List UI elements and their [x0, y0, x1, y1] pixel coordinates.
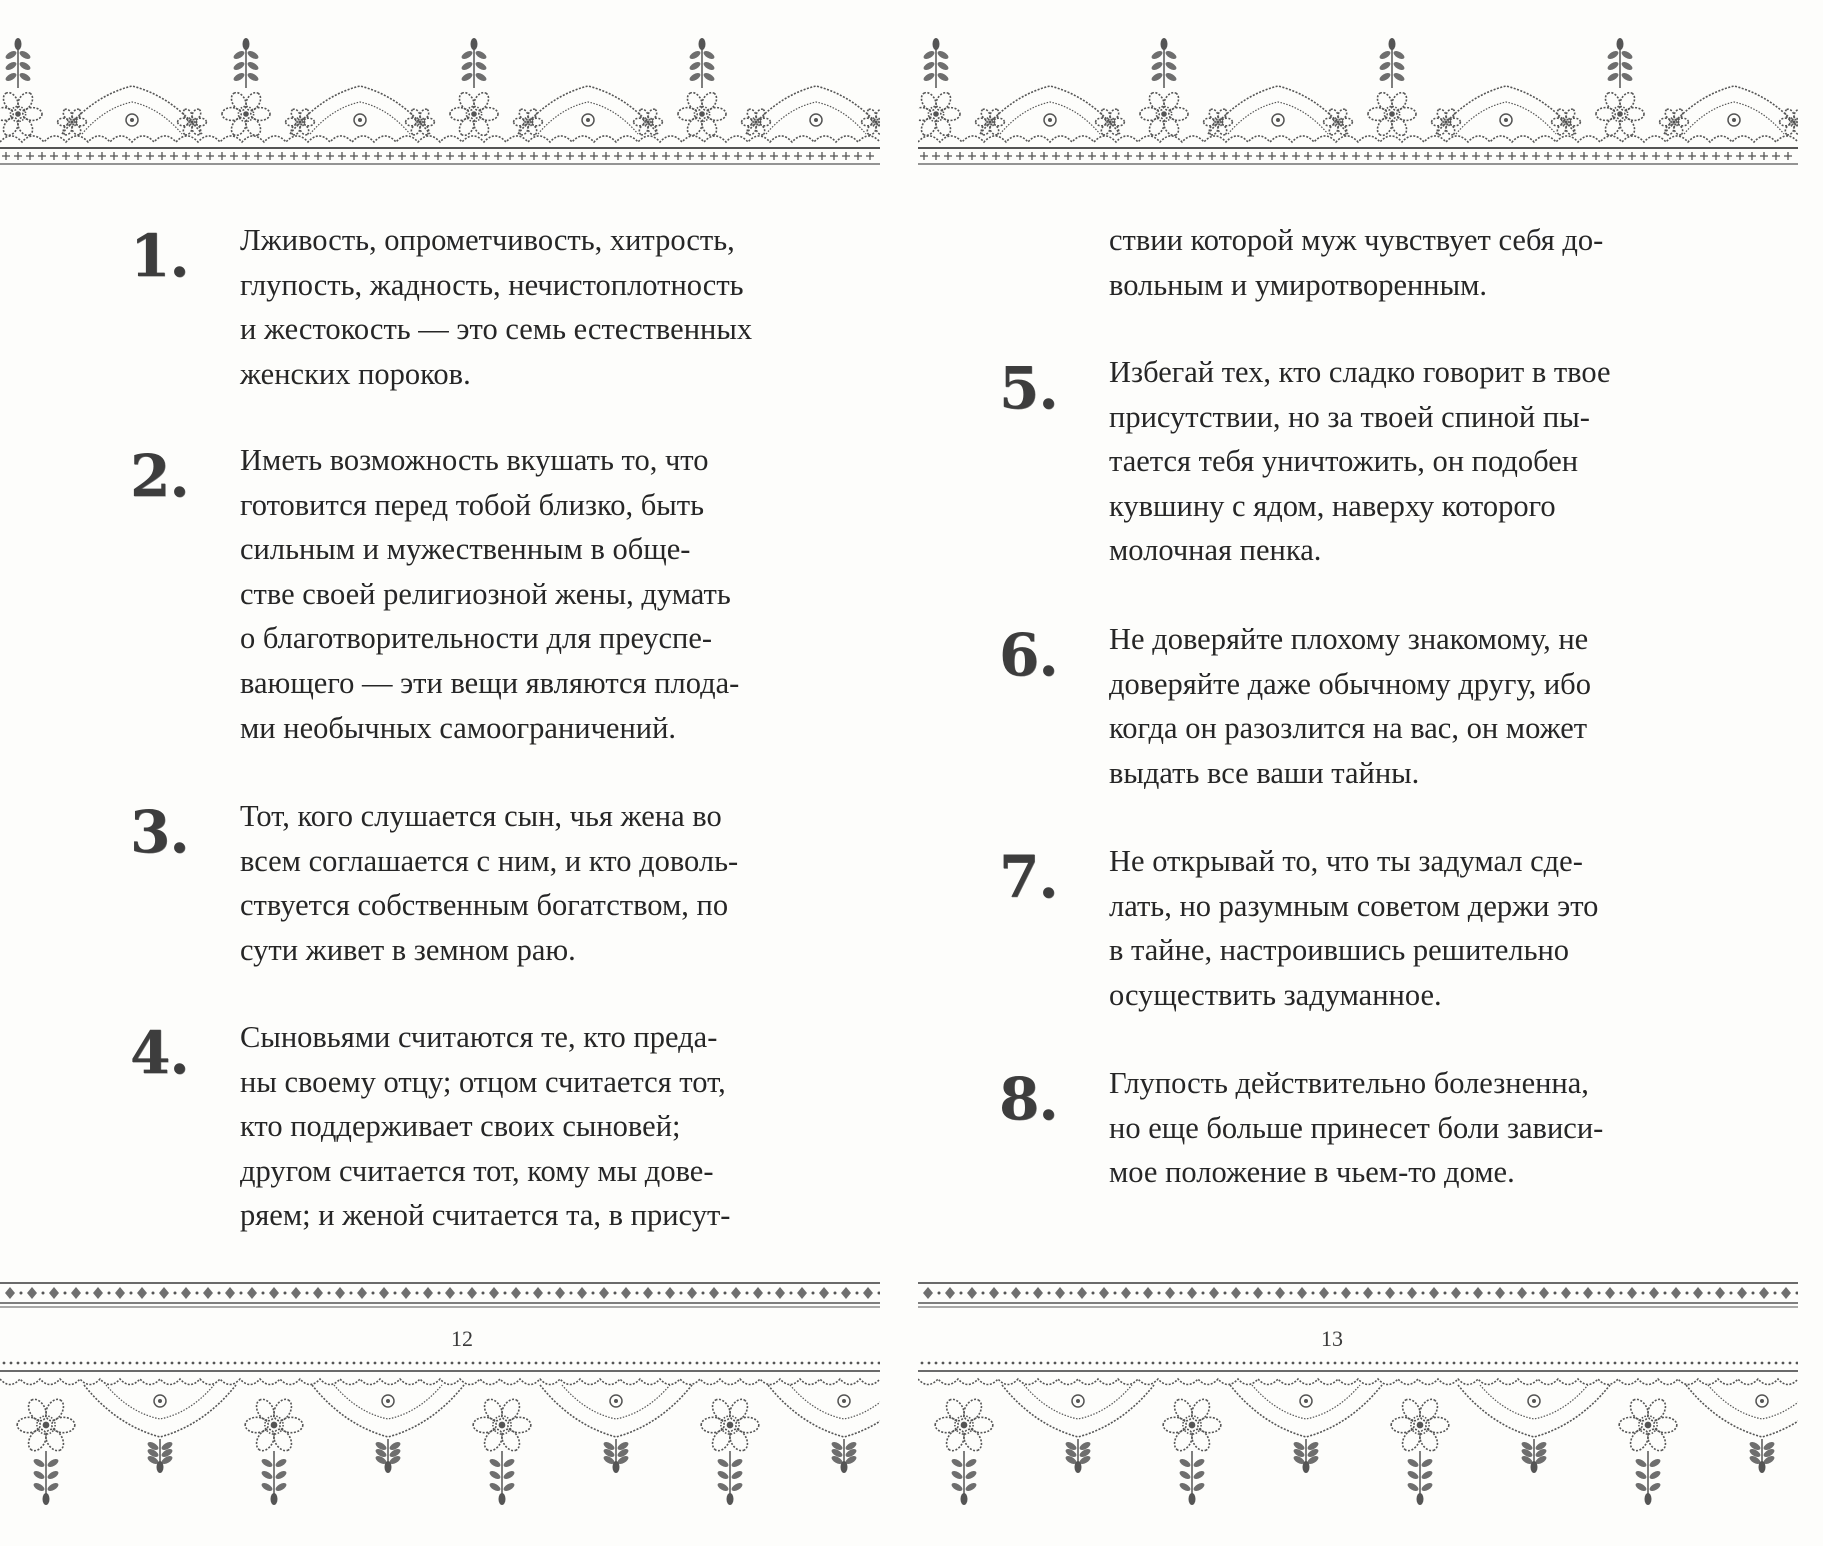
- entry-text: Избегай тех, кто сладко говорит в твое присутствии, но за твоей спиной пы- тается тебя уничтожить, он подобен кувшину с ядом, наверху которого молочная пенка.: [1109, 355, 1611, 568]
- entry-number: 2.: [130, 442, 189, 510]
- lace-motif: [0, 38, 880, 164]
- entry-text: Тот, кого слушается сын, чья жена во всем соглашается с ним, и кто доволь- ствуется собственным богатством, по сути живет в земном раю.: [240, 799, 739, 967]
- entry-text: ствии которой муж чувствует себя до- вольным и умиротворенным.: [1109, 223, 1604, 302]
- lace-motif: [0, 1283, 880, 1505]
- entry-number: 3.: [130, 798, 189, 866]
- bottom-lace-border-icon: [0, 1275, 880, 1515]
- entry-text: Сыновьями считаются те, кто преда- ны своему отцу; отцом считается тот, кто поддерживает своих сыновей; другом считается тот, кому мы дове- ряем; и женой считается та, в присут-: [240, 1020, 731, 1233]
- page-number: 13: [1321, 1326, 1343, 1351]
- right-page: [918, 0, 1798, 1546]
- entry-text: Иметь возможность вкушать то, что готовится перед тобой близко, быть сильным и мужественным в обще- стве своей религиозной жены, думать о благотворительности для преуспе- вающего — эти вещи являются плода- ми необычных самоограничений.: [240, 443, 740, 745]
- entry-text: Лживость, опрометчивость, хитрость, глупость, жадность, нечистоплотность и жестокость — это семь естественных женских пороков.: [240, 223, 753, 391]
- entry-number: 7.: [999, 843, 1058, 911]
- entry-text: Глупость действительно болезненна, но еще больше принесет боли зависи- мое положение в чьем-то доме.: [1109, 1066, 1604, 1190]
- top-lace-border-icon: [918, 30, 1798, 190]
- entry-number: 5.: [999, 354, 1058, 422]
- bottom-lace-border-icon: [918, 1275, 1798, 1515]
- page-number: 12: [451, 1326, 473, 1351]
- entry-number: 4.: [130, 1019, 189, 1087]
- top-lace-border-icon: [0, 30, 880, 190]
- left-page: [0, 0, 880, 1546]
- entry-text: Не доверяйте плохому знакомому, не доверяйте даже обычному другу, ибо когда он разозлится на вас, он может выдать все ваши тайны.: [1109, 622, 1591, 790]
- lace-motif: [918, 38, 1798, 164]
- entry-number: 8.: [999, 1065, 1058, 1133]
- entry-text: Не открывай то, что ты задумал сде- лать, но разумным советом держи это в тайне, настроившись решительно осуществить задуманное.: [1109, 844, 1599, 1012]
- lace-motif: [918, 1283, 1798, 1505]
- entry-number: 1.: [130, 222, 189, 290]
- entry-number: 6.: [999, 621, 1058, 689]
